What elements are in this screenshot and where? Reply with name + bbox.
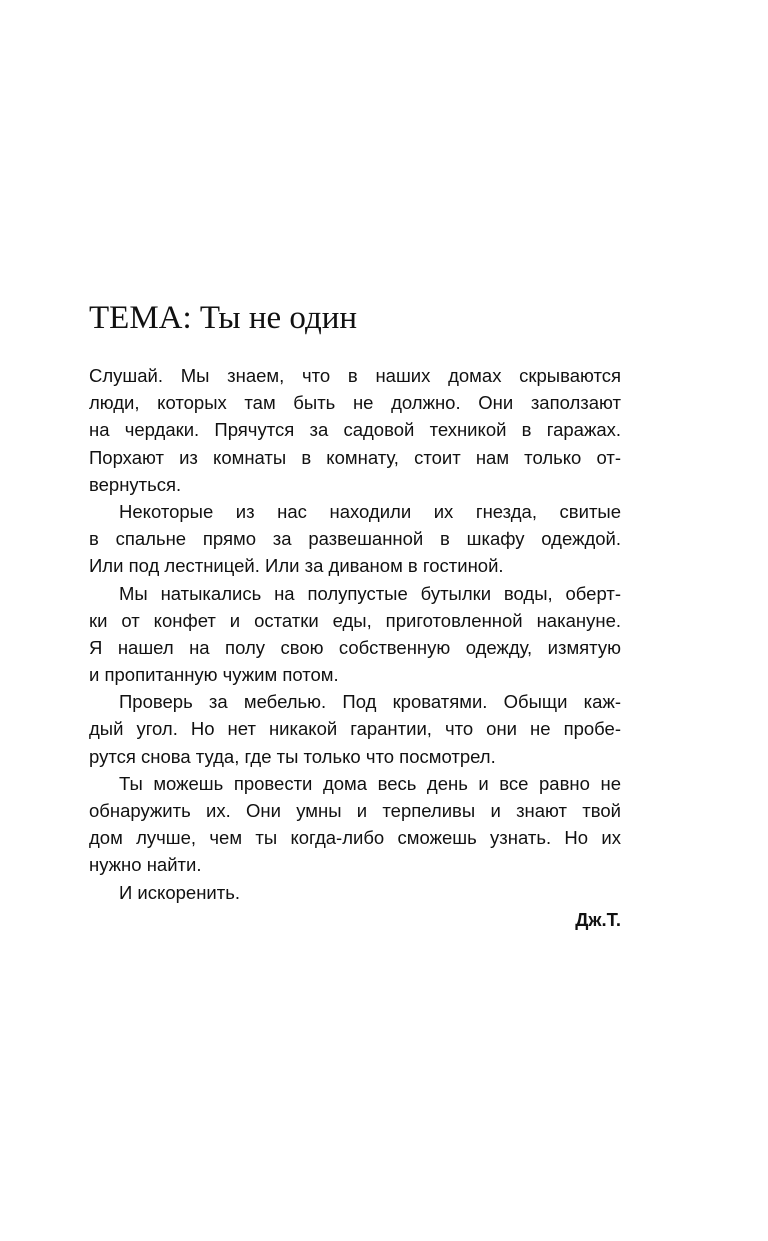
- text-line: И искоренить.: [119, 881, 240, 903]
- signature: Дж.Т.: [575, 908, 621, 930]
- text-line: Я нашел на полу свою собственную одежду, измятую: [89, 636, 621, 658]
- text-line: Некоторые из нас находили их гнезда, свитые: [119, 500, 621, 522]
- text-line: рутся снова туда, где ты только что посмотрел.: [89, 745, 496, 767]
- text-line: и пропитанную чужим потом.: [89, 664, 339, 686]
- text-line: обнаружить их. Они умны и терпеливы и знают твой: [89, 800, 621, 821]
- text-line: нужно найти.: [89, 854, 202, 876]
- text-line: вернуться.: [89, 473, 182, 495]
- text-line: дый угол. Но нет никакой гарантии, что они не пробе-: [89, 718, 621, 740]
- text-line: ки от конфет и остатки еды, приготовленной накануне.: [89, 609, 621, 631]
- text-line: на чердаки. Прячутся за садовой техникой в гаражах.: [89, 419, 621, 441]
- text-line: люди, которых там быть не должно. Они заползают: [89, 392, 621, 414]
- text-line: Мы натыкались на полупустые бутылки воды, оберт-: [119, 582, 621, 604]
- text-line: Слушай. Мы знаем, что в наших домах скрываются: [89, 365, 621, 386]
- text-line: дом лучше, чем ты когда-либо сможешь узнать. Но их: [89, 827, 621, 849]
- text-line: Ты можешь провести дома весь день и все равно не: [119, 772, 621, 794]
- text-line: Порхают из комнаты в комнату, стоит нам только от-: [89, 446, 621, 468]
- page-title: ТЕМА: Ты не один: [89, 300, 358, 336]
- text-line: Или под лестницей. Или за диваном в гостиной.: [89, 555, 504, 577]
- text-line: в спальне прямо за развешанной в шкафу одеждой.: [89, 528, 621, 550]
- body-text: [89, 362, 621, 933]
- text-line: Проверь за мебелью. Под кроватями. Обыщи каж-: [119, 691, 621, 713]
